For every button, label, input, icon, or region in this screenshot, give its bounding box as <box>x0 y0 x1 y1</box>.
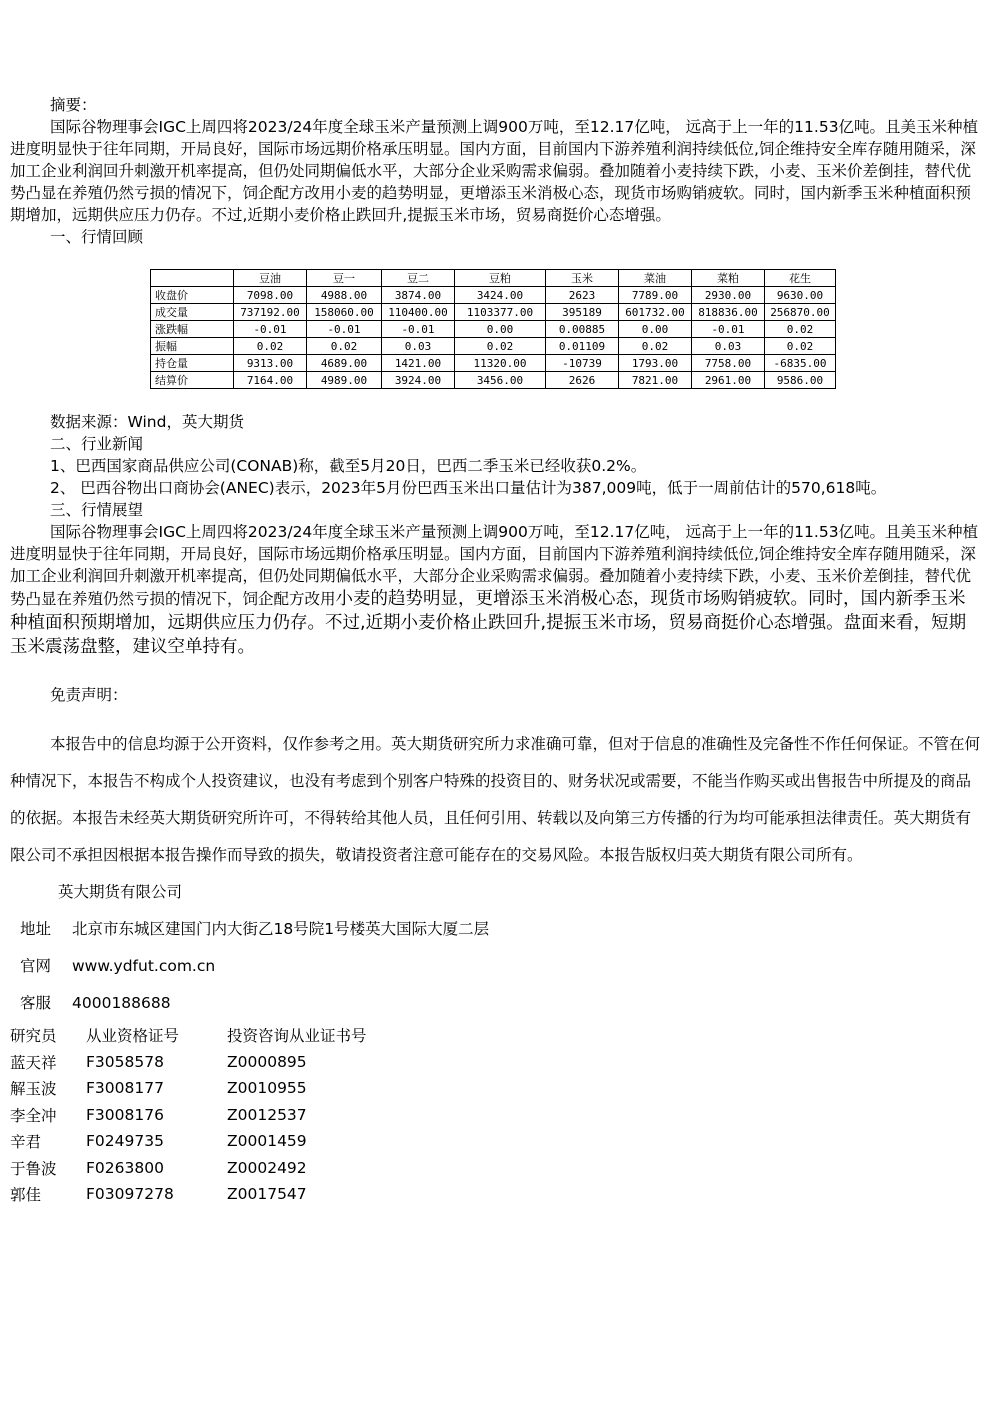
staff-cell: Z0001459 <box>227 1132 307 1151</box>
market-cell: 9630.00 <box>765 287 836 304</box>
market-table-header <box>151 270 836 287</box>
staff-cell: F3058578 <box>86 1052 164 1071</box>
staff-cell: Z0012537 <box>227 1105 307 1124</box>
market-cell: -0.01 <box>692 321 765 338</box>
market-cell: 0.02 <box>765 321 836 338</box>
market-header-cell: 豆油 <box>234 270 307 287</box>
staff-cell: F3008177 <box>86 1079 164 1098</box>
market-header-cell: 豆粕 <box>455 270 546 287</box>
market-header-cell: 豆二 <box>382 270 455 287</box>
market-row-label: 涨跌幅 <box>151 321 234 338</box>
staff-row <box>10 1181 427 1208</box>
market-cell: 4989.00 <box>307 372 382 389</box>
staff-cell: 李全冲 <box>10 1106 57 1125</box>
outlook-body <box>10 521 982 659</box>
market-cell: 1421.00 <box>382 355 455 372</box>
market-cell: 2930.00 <box>692 287 765 304</box>
market-cell: 110400.00 <box>382 304 455 321</box>
market-table-row <box>151 372 836 389</box>
company-website <box>10 948 982 985</box>
market-table-row <box>151 338 836 355</box>
service-phone: 4000188688 <box>72 994 171 1012</box>
staff-table-header <box>10 1022 427 1049</box>
market-table <box>150 269 836 389</box>
market-cell: -0.01 <box>307 321 382 338</box>
market-header-cell: 菜粕 <box>692 270 765 287</box>
market-cell: 9313.00 <box>234 355 307 372</box>
market-cell: 0.03 <box>692 338 765 355</box>
staff-row <box>10 1049 427 1076</box>
staff-row <box>10 1075 427 1102</box>
market-cell: 0.01109 <box>546 338 619 355</box>
market-cell: 1103377.00 <box>455 304 546 321</box>
summary-body: 国际谷物理事会IGC上周四将2023/24年度全球玉米产量预测上调900万吨，至12.17亿吨， 远高于上一年的11.53亿吨。且美玉米种植进度明显快于往年同期，开局良好，国际市场远期价格承压明显。国内方面，目前国内下游养殖利润持续低位,饲企维持安全库存随用随采，深加工企业利润回升刺激开机率提高，但仍处同期偏低水平，大部分企业采购需求偏弱。叠加随着小麦持续下跌，小麦、玉米价差倒挂，替代优势凸显在养殖仍然亏损的情况下，饲企配方改用小麦的趋势明显，更增添玉米消极心态，现货市场购销疲软。同时，国内新季玉米种植面积预期增加，远期供应压力仍存。不过,近期小麦价格止跌回升,提振玉米市场，贸易商挺价心态增强。 <box>10 118 979 224</box>
market-header-cell: 菜油 <box>619 270 692 287</box>
disclaimer-heading: 免责声明： <box>50 686 128 704</box>
market-cell: 7789.00 <box>619 287 692 304</box>
market-cell: 2623 <box>546 287 619 304</box>
website-link[interactable]: www.ydfut.com.cn <box>72 957 216 975</box>
market-cell: 2961.00 <box>692 372 765 389</box>
market-cell: 0.03 <box>382 338 455 355</box>
market-header-cell: 花生 <box>765 270 836 287</box>
market-cell: -6835.00 <box>765 355 836 372</box>
market-cell: 9586.00 <box>765 372 836 389</box>
market-cell: 737192.00 <box>234 304 307 321</box>
staff-cell: 于鲁波 <box>10 1159 57 1178</box>
market-cell: 7758.00 <box>692 355 765 372</box>
staff-row <box>10 1155 427 1182</box>
address-value: 北京市东城区建国门内大街乙18号院1号楼英大国际大厦二层 <box>72 920 490 938</box>
market-row-label: 持仓量 <box>151 355 234 372</box>
staff-row <box>10 1102 427 1129</box>
market-header-cell: 玉米 <box>546 270 619 287</box>
company-address <box>10 911 982 948</box>
market-cell: 3424.00 <box>455 287 546 304</box>
market-cell: -10739 <box>546 355 619 372</box>
market-cell: 0.00885 <box>546 321 619 338</box>
market-row-label: 成交量 <box>151 304 234 321</box>
market-table-row <box>151 355 836 372</box>
staff-cell: F3008176 <box>86 1105 164 1124</box>
staff-cell: Z0010955 <box>227 1079 307 1098</box>
news-item: 1、巴西国家商品供应公司(CONAB)称，截至5月20日，巴西二季玉米已经收获0.2%。 <box>50 457 647 475</box>
data-source-line: 数据来源：Wind，英大期货 <box>50 413 244 431</box>
market-cell: 158060.00 <box>307 304 382 321</box>
section-news-heading: 二、行业新闻 <box>50 435 144 453</box>
news-item-text: 2、 巴西谷物出口商协会(ANEC)表示，2023年5月份巴西玉米出口量估计为387,009吨，低于一周前估计的570,618吨。 <box>50 479 887 497</box>
company-name: 英大期货有限公司 <box>58 883 183 901</box>
company-service <box>10 985 982 1022</box>
market-cell: 0.02 <box>619 338 692 355</box>
market-header-cell: 豆一 <box>307 270 382 287</box>
market-cell: -0.01 <box>382 321 455 338</box>
section-market-review-heading: 一、行情回顾 <box>50 228 144 246</box>
market-table-row <box>151 287 836 304</box>
market-table-row <box>151 304 836 321</box>
address-label: 地址 <box>20 920 52 938</box>
staff-cell: F0249735 <box>86 1132 164 1151</box>
service-label: 客服 <box>20 994 52 1012</box>
market-cell: -0.01 <box>234 321 307 338</box>
outlook-body-part2: 小麦的趋势明显，更增添玉米消极心态，现货市场购销疲软。同时，国内新季玉米种植面积预期增加，远期供应压力仍存。不过,近期小麦价格止跌回升,提振玉米市场，贸易商挺价心态增强。盘面来看，短期玉米震荡盘整，建议空单持有。 <box>10 589 967 657</box>
staff-header-cell: 投资咨询从业证书号 <box>227 1027 367 1046</box>
market-cell: 256870.00 <box>765 304 836 321</box>
market-cell: 7164.00 <box>234 372 307 389</box>
market-cell: 0.02 <box>234 338 307 355</box>
market-cell: 2626 <box>546 372 619 389</box>
staff-header-cell: 从业资格证号 <box>86 1027 180 1046</box>
staff-cell: Z0000895 <box>227 1052 307 1071</box>
staff-cell: 郭佳 <box>10 1186 42 1205</box>
staff-table <box>10 1022 427 1208</box>
staff-cell: F0263800 <box>86 1158 164 1177</box>
market-cell: 0.02 <box>307 338 382 355</box>
market-cell: 0.00 <box>619 321 692 338</box>
market-cell: 7821.00 <box>619 372 692 389</box>
disclaimer-body: 本报告中的信息均源于公开资料，仅作参考之用。英大期货研究所力求准确可靠，但对于信息的准确性及完备性不作任何保证。不管在何种情况下，本报告不构成个人投资建议，也没有考虑到个别客户特殊的投资目的、财务状况或需要，不能当作购买或出售报告中所提及的商品的依据。本报告未经英大期货研究所许可，不得转给其他人员，且任何引用、转载以及向第三方传播的行为均可能承担法律责任。英大期货有限公司不承担因根据本报告操作而导致的损失，敬请投资者注意可能存在的交易风险。本报告版权归英大期货有限公司所有。 <box>10 735 981 864</box>
market-cell: 0.02 <box>765 338 836 355</box>
website-label: 官网 <box>20 957 52 975</box>
staff-row <box>10 1128 427 1155</box>
outlook-body-part1: 国际谷物理事会IGC上周四将2023/24年度全球玉米产量预测上调900万吨，至12.17亿吨， 远高于上一年的11.53亿吨。且美玉米种植进度明显快于往年同期，开局良好，国际市场远期价格承压明显。国内方面，目前国内下游养殖利润持续低位,饲企维持安全库存随用随采，深加工企业利润回升刺激开机率提高，但仍处同期偏低水平，大部分企业采购需求偏弱。叠加随着小麦持续下跌，小麦、玉米价差倒挂，替代优势凸显在养殖仍然亏损的情况下，饲企配方改用 <box>10 523 979 608</box>
market-header-cell <box>151 270 234 287</box>
market-row-label: 结算价 <box>151 372 234 389</box>
staff-cell: Z0017547 <box>227 1185 307 1204</box>
staff-cell: 解玉波 <box>10 1080 57 1099</box>
market-cell: 0.00 <box>455 321 546 338</box>
market-cell: 4988.00 <box>307 287 382 304</box>
staff-cell: Z0002492 <box>227 1158 307 1177</box>
staff-cell: 辛君 <box>10 1133 42 1152</box>
staff-cell: 蓝天祥 <box>10 1053 57 1072</box>
market-cell: 3924.00 <box>382 372 455 389</box>
market-cell: 818836.00 <box>692 304 765 321</box>
market-row-label: 振幅 <box>151 338 234 355</box>
market-cell: 3874.00 <box>382 287 455 304</box>
market-table-row <box>151 321 836 338</box>
news-item <box>10 477 982 499</box>
market-row-label: 收盘价 <box>151 287 234 304</box>
summary-heading: 摘要： <box>50 96 97 114</box>
market-cell: 3456.00 <box>455 372 546 389</box>
section-outlook-heading: 三、行情展望 <box>50 501 144 519</box>
market-cell: 7098.00 <box>234 287 307 304</box>
market-cell: 1793.00 <box>619 355 692 372</box>
staff-cell: F03097278 <box>86 1185 174 1204</box>
market-cell: 395189 <box>546 304 619 321</box>
staff-header-cell: 研究员 <box>10 1027 57 1046</box>
market-cell: 11320.00 <box>455 355 546 372</box>
market-cell: 0.02 <box>455 338 546 355</box>
market-cell: 601732.00 <box>619 304 692 321</box>
report-page <box>10 94 982 1208</box>
market-cell: 4689.00 <box>307 355 382 372</box>
